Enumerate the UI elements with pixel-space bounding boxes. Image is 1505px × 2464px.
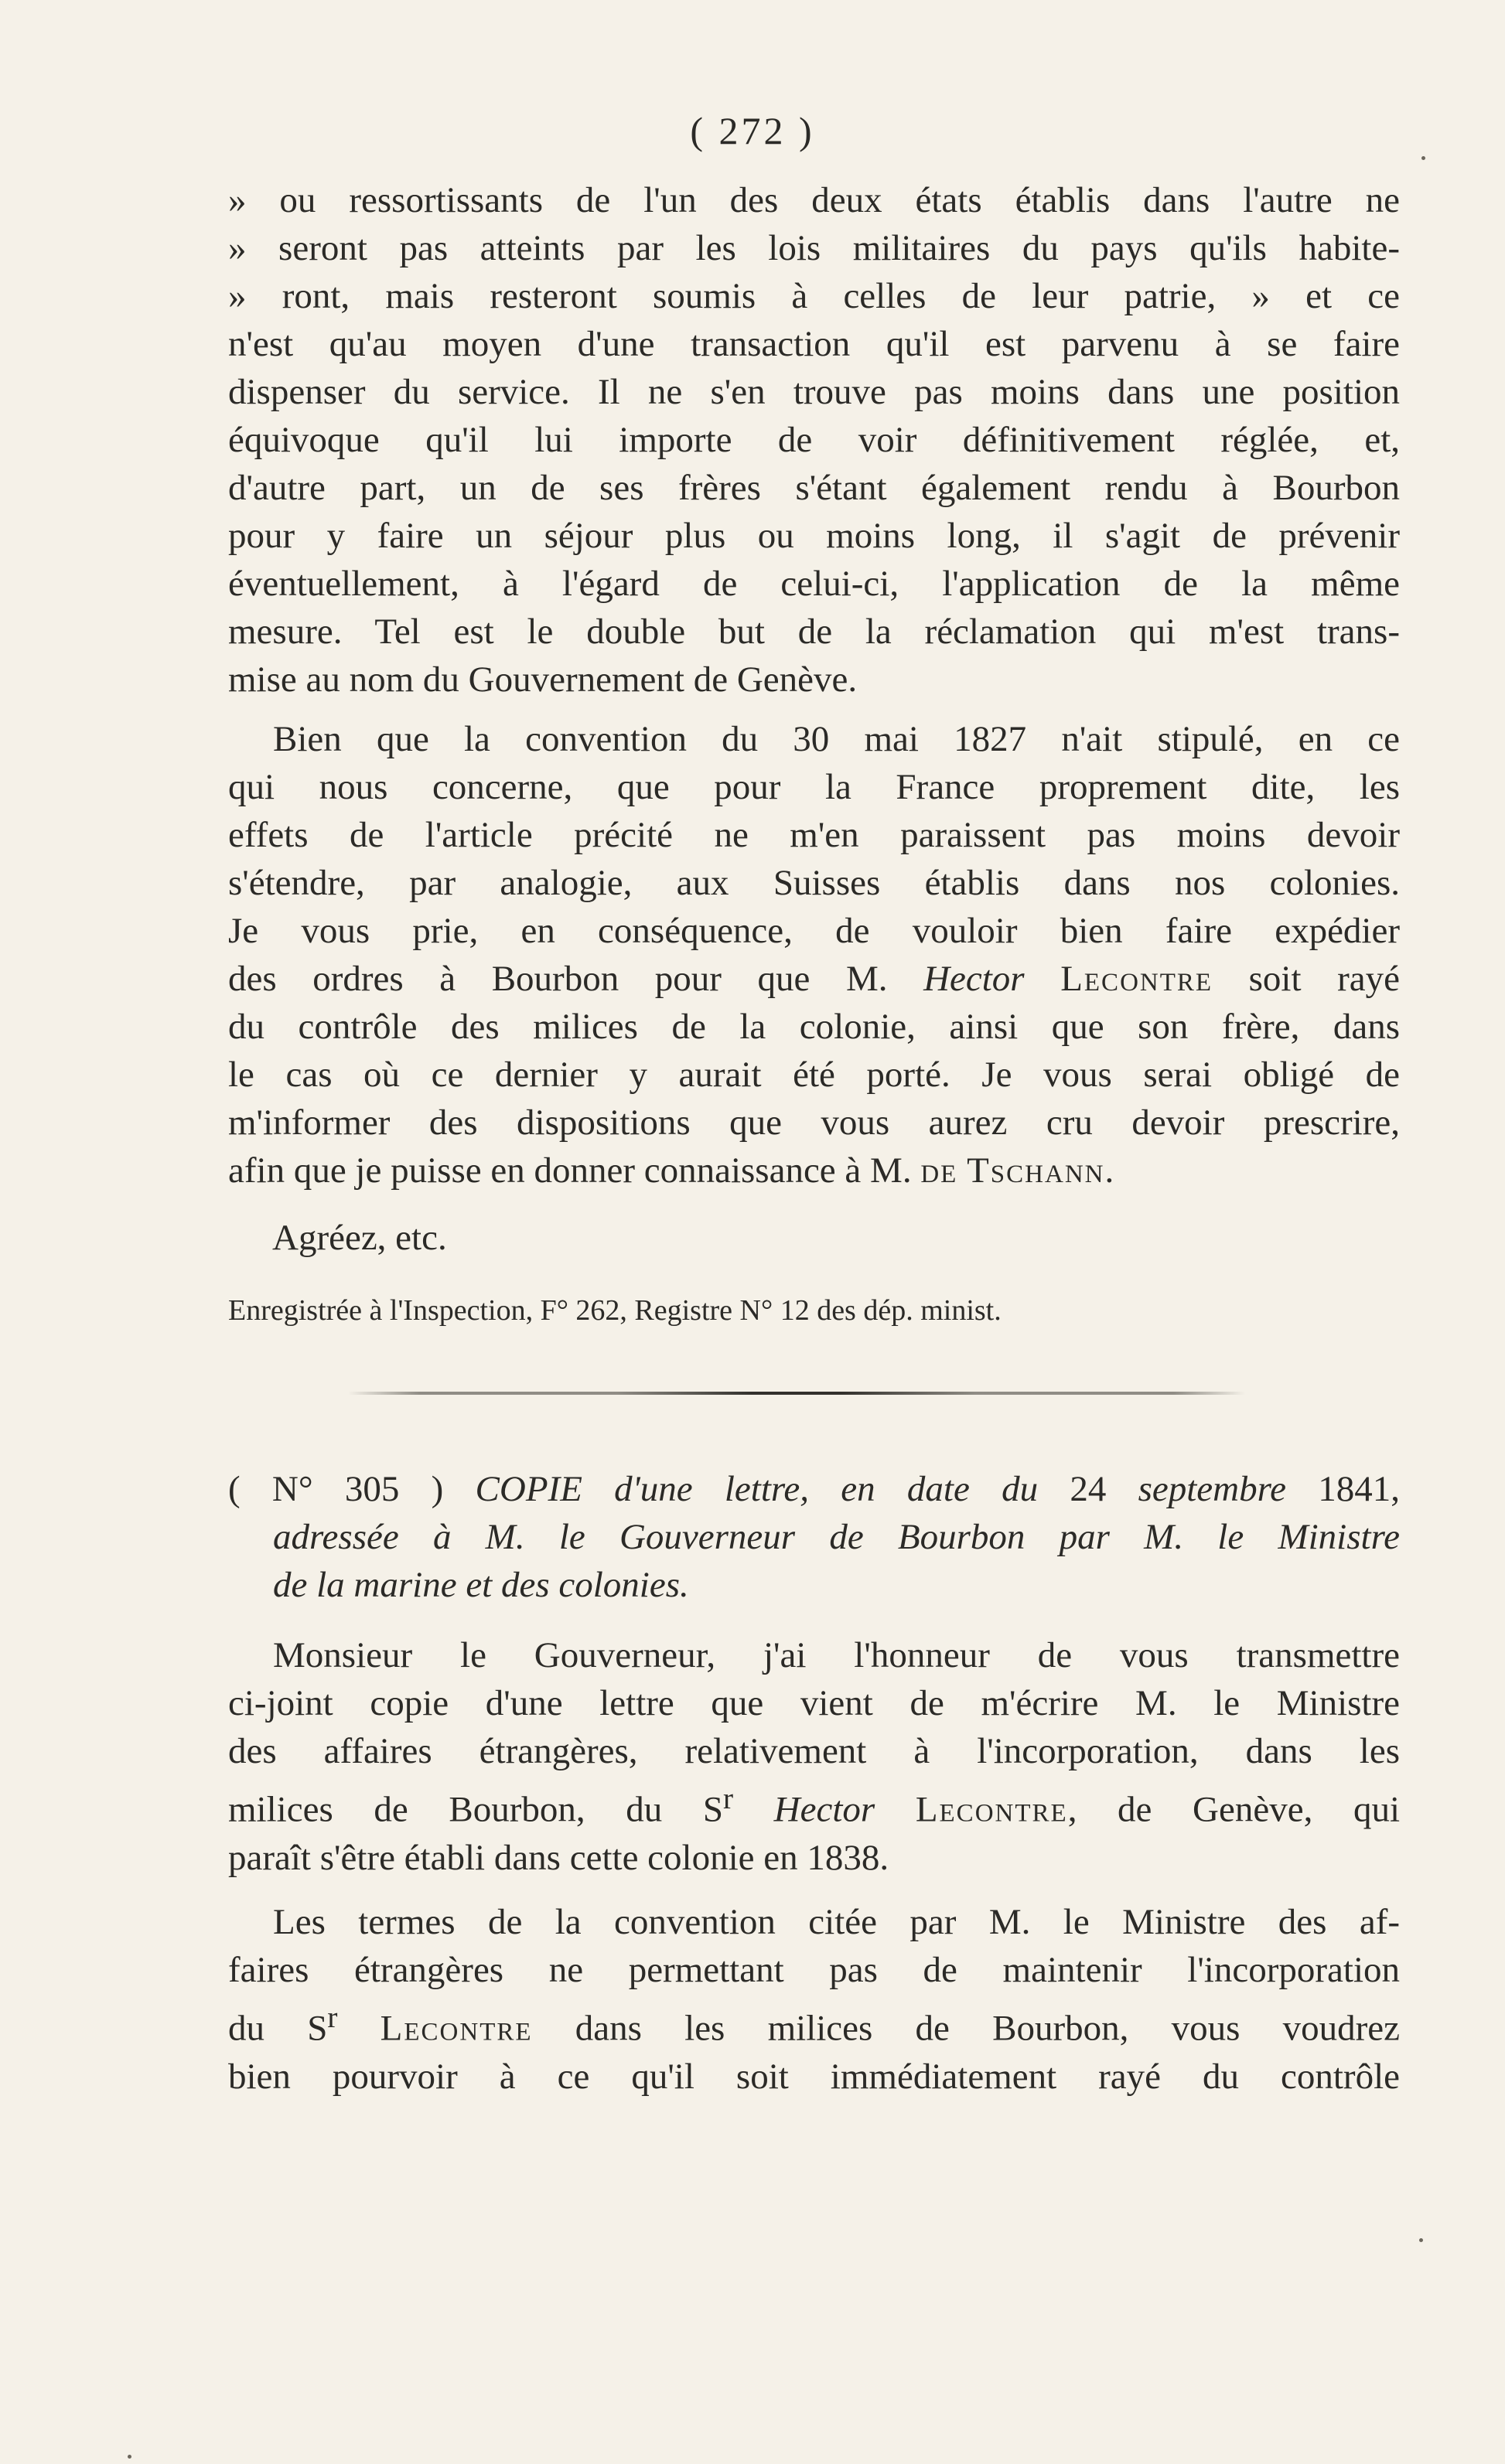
text-line: Bien que la convention du 30 mai 1827 n'ait stipulé, en ce bbox=[273, 719, 1400, 759]
text-line: mise au nom du Gouvernement de Genève. bbox=[228, 659, 858, 700]
text-line: du contrôle des milices de la colonie, ainsi que son frère, dans bbox=[228, 1007, 1400, 1047]
heading-line bbox=[228, 1465, 1400, 1513]
paragraph-instruction bbox=[228, 1898, 1400, 2101]
person-surname: Lecontre bbox=[1060, 959, 1213, 999]
closing-formula: Agréez, etc. bbox=[272, 1218, 447, 1258]
text-segment: du S bbox=[228, 2008, 328, 2049]
text-line: des affaires étrangères, relativement à l'incorporation, dans les bbox=[228, 1731, 1400, 1771]
person-surname: Lecontre bbox=[380, 2008, 533, 2049]
text-line: » ront, mais resteront soumis à celles de leur patrie, » et ce bbox=[228, 276, 1400, 316]
text-segment: soit rayé bbox=[1213, 959, 1400, 999]
text-segment: dans les milices de Bourbon, vous voudrez bbox=[532, 2008, 1400, 2049]
text-segment: , de Genève, qui bbox=[1067, 1789, 1400, 1830]
text-line: mesure. Tel est le double but de la réclamation qui m'est trans- bbox=[228, 612, 1400, 652]
text-segment bbox=[337, 2009, 380, 2049]
heading-line: adressée à M. le Gouverneur de Bourbon par M. le Ministre bbox=[273, 1517, 1400, 1557]
text-line: qui nous concerne, que pour la France proprement dite, les bbox=[228, 767, 1400, 807]
heading-line: de la marine et des colonies. bbox=[273, 1565, 689, 1605]
text-line bbox=[228, 1775, 1400, 1834]
text-line: m'informer des dispositions que vous aurez cru devoir prescrire, bbox=[228, 1102, 1400, 1143]
text-line: dispenser du service. Il ne s'en trouve pas moins dans une position bbox=[228, 372, 1400, 412]
text-line: n'est qu'au moyen d'une transaction qu'il est parvenu à se faire bbox=[228, 324, 1400, 364]
text-line: Les termes de la convention citée par M. le Ministre des af- bbox=[273, 1902, 1400, 1942]
text-segment: d'une lettre, en date du bbox=[582, 1469, 1070, 1509]
text-line: d'autre part, un de ses frères s'étant également rendu à Bourbon bbox=[228, 468, 1400, 508]
text-line: » ou ressortissants de l'un des deux états établis dans l'autre ne bbox=[228, 180, 1400, 220]
letter-number: ( N° 305 ) bbox=[228, 1469, 476, 1509]
paragraph-continued bbox=[228, 176, 1400, 704]
text-line: s'étendre, par analogie, aux Suisses établis dans nos colonies. bbox=[228, 863, 1400, 903]
copie-label: COPIE bbox=[475, 1469, 582, 1509]
text-line: paraît s'être établi dans cette colonie en 1838. bbox=[228, 1837, 889, 1878]
text-line: » seront pas atteints par les lois militaires du pays qu'ils habite- bbox=[228, 228, 1400, 268]
text-segment bbox=[875, 1790, 916, 1830]
letter-heading bbox=[228, 1465, 1400, 1609]
text-line bbox=[228, 1994, 1400, 2053]
register-line: Enregistrée à l'Inspection, F° 262, Registre N° 12 des dép. minist. bbox=[228, 1294, 1002, 1327]
section-divider bbox=[348, 1392, 1245, 1395]
text-line: faires étrangères ne permettant pas de maintenir l'incorporation bbox=[228, 1950, 1400, 1990]
text-segment bbox=[1025, 959, 1061, 999]
register-note bbox=[228, 1291, 1002, 1330]
person-name: Hector bbox=[773, 1789, 875, 1830]
paragraph-convention bbox=[228, 715, 1400, 1195]
text-line: pour y faire un séjour plus ou moins long, il s'agit de prévenir bbox=[228, 516, 1400, 556]
paragraph-salutation bbox=[228, 1631, 1400, 1882]
text-segment bbox=[957, 1150, 967, 1191]
person-surname: Lecontre bbox=[915, 1789, 1068, 1830]
text-line: ci-joint copie d'une lettre que vient de m'écrire M. le Ministre bbox=[228, 1683, 1400, 1723]
date-month: septembre bbox=[1106, 1469, 1319, 1509]
paper-speck bbox=[1419, 2238, 1423, 2242]
text-segment: . bbox=[1104, 1150, 1114, 1191]
text-segment: , bbox=[1391, 1469, 1400, 1509]
text-segment: milices de Bourbon, du S bbox=[228, 1789, 723, 1830]
person-name: Hector bbox=[923, 959, 1025, 999]
text-line: éventuellement, à l'égard de celui-ci, l'application de la même bbox=[228, 564, 1400, 604]
text-line: effets de l'article précité ne m'en paraissent pas moins devoir bbox=[228, 815, 1400, 855]
paper-speck bbox=[128, 2455, 131, 2459]
text-line: Monsieur le Gouverneur, j'ai l'honneur de vous transmettre bbox=[273, 1635, 1400, 1675]
text-segment: des ordres à Bourbon pour que M. bbox=[228, 959, 924, 999]
superscript: r bbox=[327, 2001, 338, 2034]
text-line: équivoque qu'il lui importe de voir définitivement réglée, et, bbox=[228, 420, 1400, 460]
superscript: r bbox=[723, 1782, 734, 1815]
date-year: 1841 bbox=[1318, 1469, 1391, 1509]
text-segment bbox=[733, 1790, 774, 1830]
particle: de bbox=[920, 1150, 958, 1191]
text-line: Je vous prie, en conséquence, de vouloir bien faire expédier bbox=[228, 911, 1400, 951]
text-segment: afin que je puisse en donner connaissance à M. bbox=[228, 1150, 921, 1191]
date-day: 24 bbox=[1070, 1469, 1107, 1509]
text-line: le cas où ce dernier y aurait été porté. Je vous serai obligé de bbox=[228, 1055, 1400, 1095]
person-surname: Tschann bbox=[967, 1150, 1105, 1191]
text-line bbox=[228, 1147, 1400, 1195]
paper-speck bbox=[1421, 156, 1425, 160]
text-line bbox=[228, 955, 1400, 1003]
text-line: bien pourvoir à ce qu'il soit immédiatement rayé du contrôle bbox=[228, 2056, 1400, 2097]
page-number: ( 272 ) bbox=[690, 109, 815, 152]
